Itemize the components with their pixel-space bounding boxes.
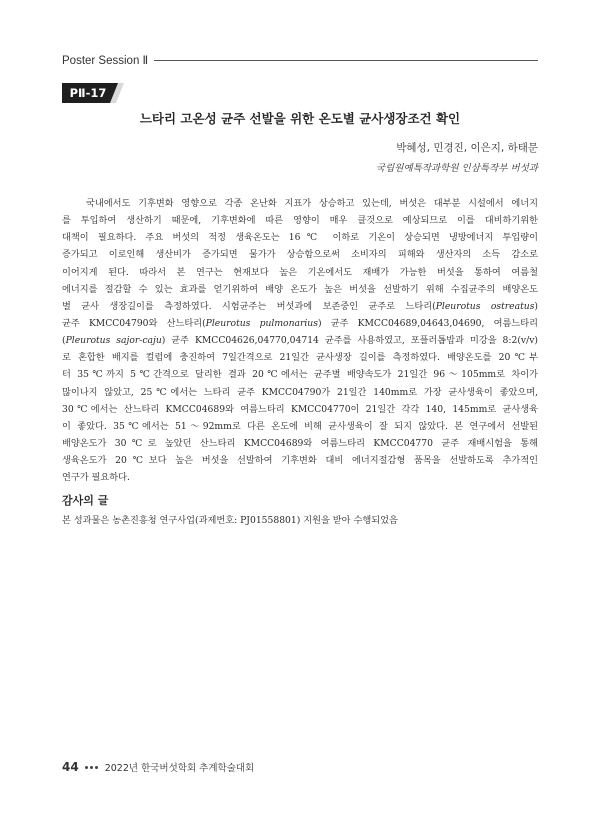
abstract-line: 로 혼합한 배지를 컬럼에 충진하여 7일간격으로 21일간 균사생장 길이를 측정하였다. 배양온도를 20℃부: [62, 352, 538, 364]
page-footer: [62, 759, 254, 775]
abstract-text: 균주 KMCC04790와 산느타리(: [62, 317, 206, 329]
abstract-text: 별 균사 생장길이를 측정하였다. 시험균주는 버섯과에 보존중인 균주로 느타리(: [62, 300, 436, 312]
abstract-line: [62, 315, 538, 332]
abstract-line: 많이나지 않았고, 25℃에서는 느타리 균주 KMCC04790가 21일간 140mm로 가장 균사생육이 좋았으며,: [62, 386, 538, 398]
page-number: 44: [62, 760, 79, 774]
poster-code: PⅡ-17: [69, 86, 107, 100]
abstract-line: 대책이 필요하다. 주요 버섯의 적정 생육온도는 16℃ 이하로 기온이 상승되면 냉방에너지 투입량이: [62, 232, 538, 244]
abstract-line: 생육온도가 20℃보다 높은 버섯을 선발하여 기후변화 대비 에너지절감형 품목을 선발하도록 추가적인: [62, 455, 538, 467]
species-name: Pleurotus sajor-caju: [65, 335, 162, 347]
poster-badge: [62, 83, 124, 103]
abstract-line: 국내에서도 기후변화 영향으로 각종 온난화 지표가 상승하고 있는데, 버섯은 대부분 시설에서 에너지: [86, 198, 538, 209]
abstract-text: ) 균주 KMCC04689,04643,04690, 여름느타리: [317, 317, 538, 329]
abstract-body: [62, 195, 538, 486]
dot: [85, 766, 88, 769]
abstract-line: 30℃에서는 산느타리 KMCC04689와 여름느타리 KMCC04770이 21일간 각각 140, 145mm로 균사생육: [62, 403, 538, 415]
abstract-line: [62, 298, 538, 315]
species-name: Pleurotus pulmonarius: [205, 317, 318, 329]
running-header: [62, 53, 538, 67]
header-rule: [154, 60, 538, 61]
acknowledgment-text: 본 성과물은 농촌진흥청 연구사업(과제번호: PJ01558801) 지원을 받아 수행되었음: [62, 515, 398, 526]
species-name: Pleurotus ostreatus: [435, 300, 535, 312]
abstract-line: 를 투입하여 생산하기 때문에, 기후변화에 따른 영향이 매우 클것으로 예상되므로 이를 대비하기위한: [62, 215, 538, 227]
abstract-text: (: [62, 335, 66, 347]
abstract-line: 터 35℃까지 5℃간격으로 달리한 결과 20℃에서는 균주별 배양속도가 21일간 96～105mm로 차이가: [62, 369, 538, 381]
affiliation: 국립원예특작과학원 인삼특작부 버섯과: [375, 163, 538, 174]
section-label: Poster Session Ⅱ: [62, 55, 149, 67]
abstract-line: 에너지를 절감할 수 있는 효과를 얻기위하여 배양 온도가 높은 버섯을 선발하기 위해 수집균주의 배양온도: [62, 283, 538, 295]
dot: [95, 766, 98, 769]
acknowledgment-heading: 감사의 글: [62, 494, 109, 507]
conference-name: 2022년 한국버섯학회 추계학술대회: [104, 763, 255, 774]
abstract-line: 배양온도가 30℃로 높았던 산느타리 KMCC04689와 여름느타리 KMCC04770 균주 재배시험을 통해: [62, 437, 538, 449]
abstract-text: ): [534, 300, 538, 312]
paper-title: 느타리 고온성 균주 선발을 위한 온도별 균사생장조건 확인: [139, 111, 461, 126]
abstract-text: ) 균주 KMCC04626,04770,04714 균주를 사용하였고, 포플러톱밥과 미강을 8:2(v/v): [161, 335, 538, 347]
abstract-line: 증가되고 이로인해 생산비가 증가되면 물가가 상승함으로써 소비자의 피해와 생산자의 소득 감소로: [62, 249, 538, 261]
author-list: 박혜성, 민경진, 이은지, 하태문: [396, 142, 538, 154]
abstract-line: [62, 332, 538, 349]
abstract-line: 이 좋았다. 35℃에서는 51～92mm로 다른 온도에 비해 균사생육이 잘 되지 않았다. 본 연구에서 선발된: [62, 420, 538, 432]
dot: [90, 766, 93, 769]
footer-dots: [85, 766, 98, 769]
abstract-line: 이어지게 된다. 따라서 본 연구는 현재보다 높은 기온에서도 재배가 가능한 버섯을 통하여 여름철: [62, 266, 538, 278]
abstract-line: 연구가 필요하다.: [62, 472, 130, 484]
